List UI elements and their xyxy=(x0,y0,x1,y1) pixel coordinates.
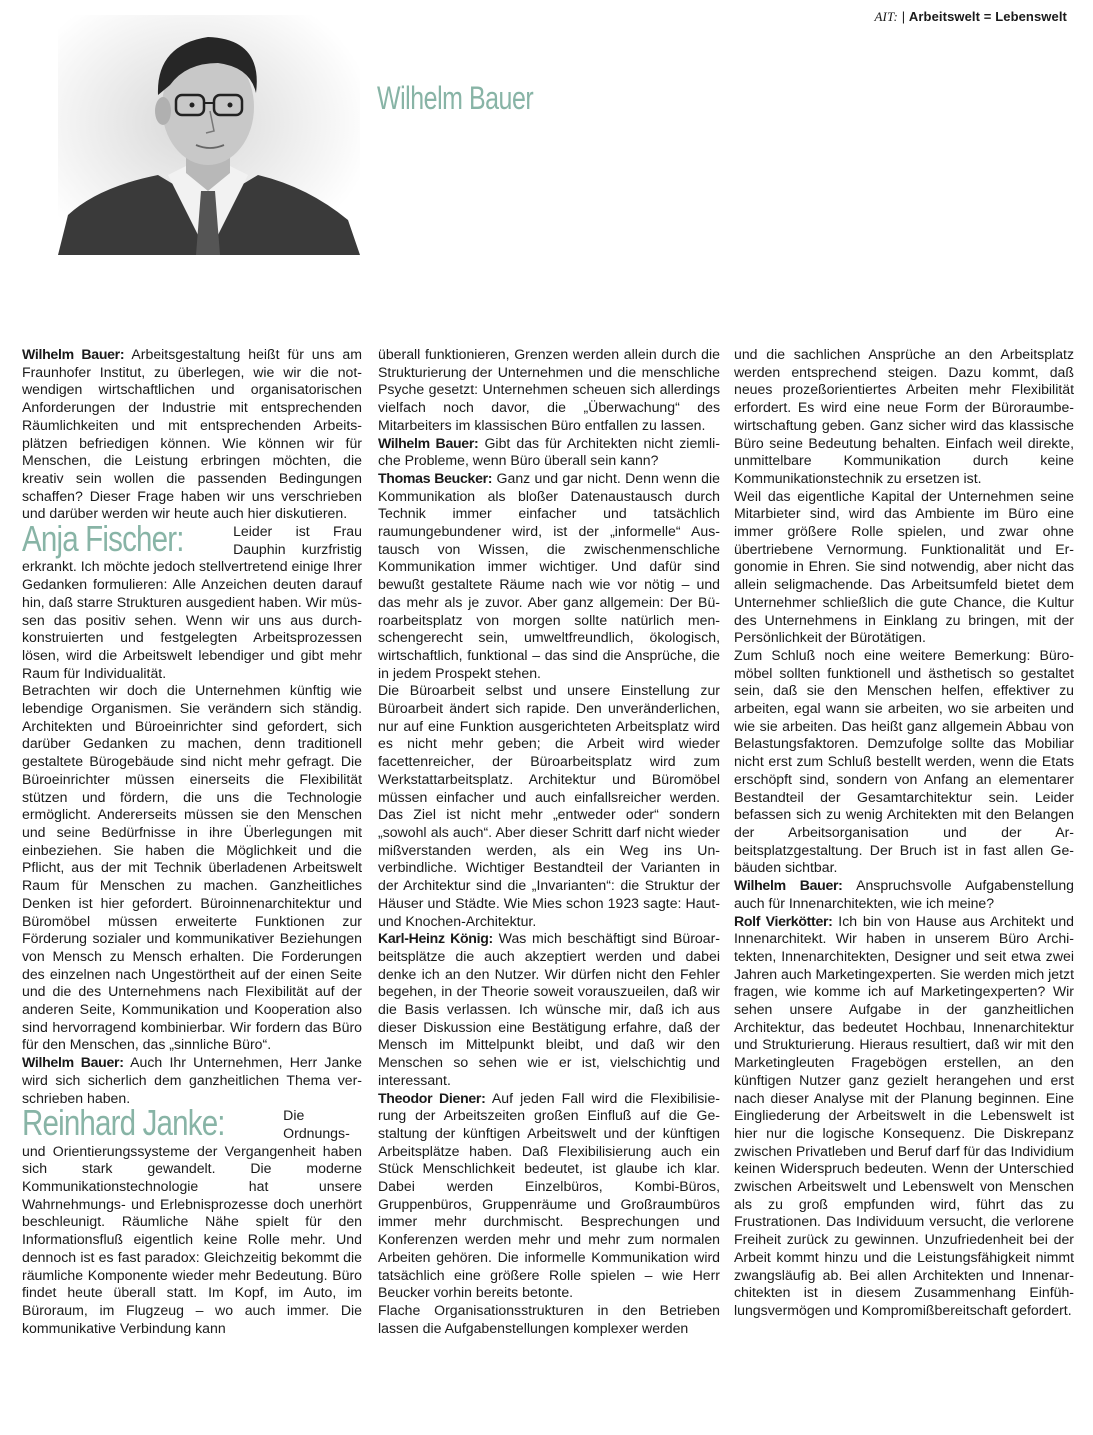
speaker-label: Wilhelm Bauer: xyxy=(22,346,125,362)
paragraph-text: Gibt das für Architekten nicht ziemliche Probleme, wenn Büro überall sein kann? xyxy=(378,434,720,469)
paragraph xyxy=(378,930,720,1089)
speaker-heading: Reinhard Janke: xyxy=(22,1102,225,1144)
paragraph xyxy=(378,470,720,682)
paragraph xyxy=(22,1102,362,1337)
paragraph-text: Auf jeden Fall wird die Flexibilisierung der Arbeitszeiten großen Einfluß auf die Gestaltung der künftigen Arbeitswelt und der künftigen Arbeitsplätze haben. Daß Flexibilisierung auch ein Stück Menschlichkeit bedeutet, ist glaube ich klar. Dabei werden Einzelbüros, Kombi-Büros, Gruppenbüros, Gruppenräume und Großraumbüros immer mehr durchmischt. Besprechungen und Konferenzen werden mehr und mehr zum normalen Arbeiten gehören. Die informelle Kommunikation wird tatsächlich eine größere Rolle spielen – wie Herr Beucker vorhin bereits betonte. xyxy=(378,1089,720,1301)
page-header xyxy=(874,9,1067,25)
speaker-heading: Anja Fischer: xyxy=(22,518,184,560)
paragraph-text: Die Büroarbeit selbst und unsere Einstellung zur Büroarbeit ändert sich rapide. Den unveränderlichen, nur auf eine Funktion ausgerichteten Arbeitsplatz wird es nicht mehr geben; die Arbeit wird wieder facettenreicher, der Büroarbeitsplatz wird zum Werkstattarbeitsplatz. Architektur und Büromöbel müssen einfacher und auch einfallsreicher werden. Das Ziel ist nicht mehr „entweder oder“ sondern „sowohl als auch“. Aber dieser Schritt darf nicht wieder mißverstanden werden, als ein Weg ins Unverbindliche. Wichtiger Bestandteil der Varianten in der Architektur sind die „Invarianten“: die Struktur der Häuser und Städte. Wie Mies schon 1923 sagte: Haut- und Knochen-Architektur. xyxy=(378,682,720,929)
paragraph xyxy=(22,1054,362,1107)
paragraph-text: Betrachten wir doch die Unternehmen künftig wie lebendige Organismen. Sie verändern sich ständig. Architekten und Büroeinrichter sind gefordert, sich darüber Gedanken zu machen, denn traditionell gestaltete Bürogebäude sind nicht mehr gefragt. Die Büroeinrichter müssen einerseits die Flexibilität stützen und fördern, die uns die Technologie ermöglicht. Andererseits müssen sie den Menschen und seine Bedürfnisse in ihre Überlegungen mit einbeziehen. Sie haben die Möglichkeit und die Pflicht, aus der mit Technik überladenen Arbeitswelt Raum für Menschen zu machen. Ganzheitliches Denken ist hier gefordert. Büroinnenarchitektur und Büromöbel müssen erweiterte Funktionen zur Förderung sozialer und kommunikativer Beziehungen von Mensch zu Mensch erhalten. Die Forderungen des einzelnen nach Ungestörtheit auf der einen Seite und die des Unternehmens nach Flexibilität auf der anderen Seite, Kommunikation und Kooperation also sind hervorragend kombinierbar. Wir fordern das Büro für den Menschen, das „sinnliche Büro“. xyxy=(22,682,362,1053)
column-1 xyxy=(22,346,362,1337)
speaker-label: Rolf Vierkötter: xyxy=(734,912,833,929)
paragraph-text: Auch Ihr Unternehmen, Herr Janke wird sich sicherlich dem ganzheitlichen Thema verschrieben haben. xyxy=(22,1054,363,1106)
section-title: Arbeitswelt = Lebenswelt xyxy=(908,9,1067,24)
speaker-label: Wilhelm Bauer: xyxy=(378,434,479,451)
paragraph xyxy=(378,1302,720,1337)
speaker-label: Wilhelm Bauer: xyxy=(22,1054,124,1071)
paragraph xyxy=(734,647,1074,877)
portrait-photo xyxy=(58,15,360,255)
speaker-label: Wilhelm Bauer: xyxy=(734,877,843,894)
paragraph xyxy=(378,1090,720,1302)
paragraph xyxy=(22,518,362,682)
paragraph-text: Anspruchsvolle Aufgabenstellung auch für Innenarchitekten, wie ich meine? xyxy=(734,877,1075,911)
paragraph xyxy=(734,913,1074,1320)
paragraph xyxy=(22,682,362,1054)
speaker-label: Thomas Beucker: xyxy=(378,469,493,486)
paragraph-text: Flache Organisationsstrukturen in den Betrieben lassen die Aufgabenstellungen komplexer werden xyxy=(378,1301,720,1336)
paragraph-text: Leider ist Frau Dauphin kurzfristig erkrankt. Ich möchte jedoch stellvertretend einige Ihrer Gedanken formulieren: Alle Anzeichen deuten darauf hin, daß starre Strukturen ausgedient haben. Wir müssen das positiv sehen. Wenn wir uns aus durchkonstruierten und festgelegten Arbeitsprozessen lösen, wird die Arbeitswelt lebendiger und gibt mehr Raum für Individualität. xyxy=(22,523,362,681)
paragraph-text: Weil das eigentliche Kapital der Unternehmen seine Mitarbieter sind, wird das Ambiente im Büro eine immer größere Rolle spielen, und zwar ohne übertriebene Vernormung. Funktionalität und Ergonomie in Ehren. Sie sind notwendig, aber nicht das allein seligmachende. Das Arbeitsumfeld bietet dem Unternehmer schließlich die gute Chance, die Kultur des Unternehmens in Einklang zu bringen, mit der Persönlichkeit der Bürotätigen. xyxy=(734,487,1074,646)
paragraph-text: Zum Schluß noch eine weitere Bemerkung: Büromöbel sollten funktionell und ästhetisch so gestaltet sein, daß sie den Menschen helfen, effektiver zu arbeiten, egal wann sie arbeiten, wo sie arbeiten und wie sie arbeiten. Das heißt ganz allgemein Abbau von Belastungsfaktoren. Demzufolge sollte das Mobiliar nicht erst zum Schluß bestellt werden, wenn die Etats erschöpft sind, sondern von Anfang an elementarer Bestandteil der Gesamtarchitektur sein. Leider befassen sich zu wenig Architekten mit den Belangen der Arbeitsorganisation und der Arbeitsplatzgestaltung. Der Bruch ist in fast allen Gebäuden sichtbar. xyxy=(734,646,1074,876)
paragraph xyxy=(734,488,1074,647)
paragraph-text: Die Ordnungs- und Orientierungssysteme der Vergangenheit haben sich stark gewandelt. Die moderne Kommunikationstechnologie hat unsere Wahrnehmungs- und Erlebnisprozesse doch unerhört beschleunigt. Räumliche Nähe spielt für den Informationsfluß eigentlich keine Rolle mehr. Und dennoch ist es fast paradox: Gleichzeitig bekommt die räumliche Komponente wieder mehr Bedeutung. Büro findet heute überall statt. Im Kopf, im Auto, im Büroraum, im Flugzeug – wo auch immer. Die kommunikative Verbindung kann xyxy=(22,1107,362,1336)
paragraph xyxy=(378,682,720,930)
paragraph xyxy=(22,346,362,523)
header-separator: | xyxy=(901,9,906,24)
paragraph xyxy=(378,346,720,435)
article-title: Wilhelm Bauer xyxy=(377,80,534,116)
speaker-label: Theodor Diener: xyxy=(378,1089,486,1106)
paragraph-text: Arbeitsgestaltung heißt für uns am Fraunhofer Institut, zu überlegen, wie wir die notwendigen wirtschaftlichen und organisatorischen Anforderungen der Industrie mit entsprechenden Räumlichkeiten und mit entsprechenden Arbeitsplätzen befriedigen können. Wie können wir für Menschen, die Leistung erbringen möchten, die kreativ sein wollen die passenden Bedingungen schaffen? Dieser Frage haben wir uns verschrieben und darüber werden wir heute auch hier diskutieren. xyxy=(22,346,363,522)
speaker-label: Karl-Heinz König: xyxy=(378,930,493,947)
magazine-name: AIT: xyxy=(874,9,898,24)
column-2 xyxy=(378,346,720,1337)
paragraph xyxy=(734,346,1074,488)
paragraph-text: überall funktionieren, Grenzen werden allein durch die Strukturierung der Unternehmen und die menschliche Psyche gesetzt: Unternehmen scheuen sich allerdings vielfach noch davor, die „Überwachung“ des Mitarbeiters im klassischen Büro entfallen zu lassen. xyxy=(378,346,720,433)
paragraph-text: und die sachlichen Ansprüche an den Arbeitsplatz werden entsprechend steigen. Dazu kommt, daß neues prozeßorientiertes Arbeiten mehr Flexibilität erfordert. Es wird eine neue Form der Büroraumbewirtschaftung geben. Ganz sicher wird das klassische Büro seine Bedeutung behalten. Einfach weil direkte, unmittelbare Kommunikation durch keine Kommunikationstechnik zu ersetzen ist. xyxy=(734,346,1074,486)
paragraph xyxy=(734,877,1074,912)
paragraph-text: Ganz und gar nicht. Denn wenn die Kommunikation als bloßer Datenaustausch durch Technik immer einfacher und tatsächlich raumungebundener wird, ist der „informelle“ Austausch von Wissen, die zwischenmenschliche Kommunikation immer wichtiger. Und dafür sind bewußt gestaltete Räume nach wie vor nötig – und das mehr als je zuvor. Aber ganz allgemein: Der Büroarbeitsplatz von morgen sollte natürlich menschengerecht sein, umweltfreundlich, ökologisch, wirtschaftlich, funktional – das sind die Ansprüche, die in jedem Prospekt stehen. xyxy=(378,469,720,681)
paragraph-text: Ich bin von Hause aus Architekt und Innenarchitekt. Wir haben in unserem Büro Architekten, Innenarchitekten, Designer und seit etwa zwei Jahren auch Marketingexperten. Sie werden mich jetzt fragen, wie komme ich auf Marketingexperten? Wir sehen unsere Aufgabe in der ganzheitlichen Architektur, das bedeutet Hochbau, Innenarchitektur und Strukturierung. Hieraus resultiert, daß wir mit den Marketingleuten Fragebögen erstellen, an den künftigen Nutzer ganz gezielt herangehen und erst nach dieser Analyse mit der Planung beginnen. Eine Eingliederung der Arbeitswelt in die Lebenswelt ist hier nur die logische Konsequenz. Die Diskrepanz zwischen Privatleben und Beruf darf für das Individium keinen Widerspruch bedeuten. Wenn der Unterschied zwischen Arbeitswelt und Lebenswelt von Menschen als zu groß empfunden wird, führt das zu Frustrationen. Das Individuum versucht, die verlorene Freiheit zurück zu gewinnen. Unzufriedenheit bei der Arbeit kommt hinzu und die Leistungsfähigkeit nimmt zwangsläufig ab. Bei allen Architekten und Innenarchitekten ist in diesem Zusammenhang Einfühlungsvermögen und Kompromißbereitschaft gefordert. xyxy=(734,912,1075,1318)
paragraph xyxy=(378,435,720,470)
column-3 xyxy=(734,346,1074,1320)
paragraph-text: Was mich beschäftigt sind Büroarbeitsplätze die auch akzeptiert werden und dabei denke ich an den Nutzer. Wir dürfen nicht den Fehler begehen, in der Theorie soweit vorauszueilen, daß wir die Basis verlassen. Ich wünsche mir, daß ich aus dieser Diskussion eine Bestätigung erfahre, daß der Mensch im Mittelpunkt bleibt, und daß wir den Menschen so sehen wie er ist, vielschichtig und interessant. xyxy=(378,930,720,1088)
